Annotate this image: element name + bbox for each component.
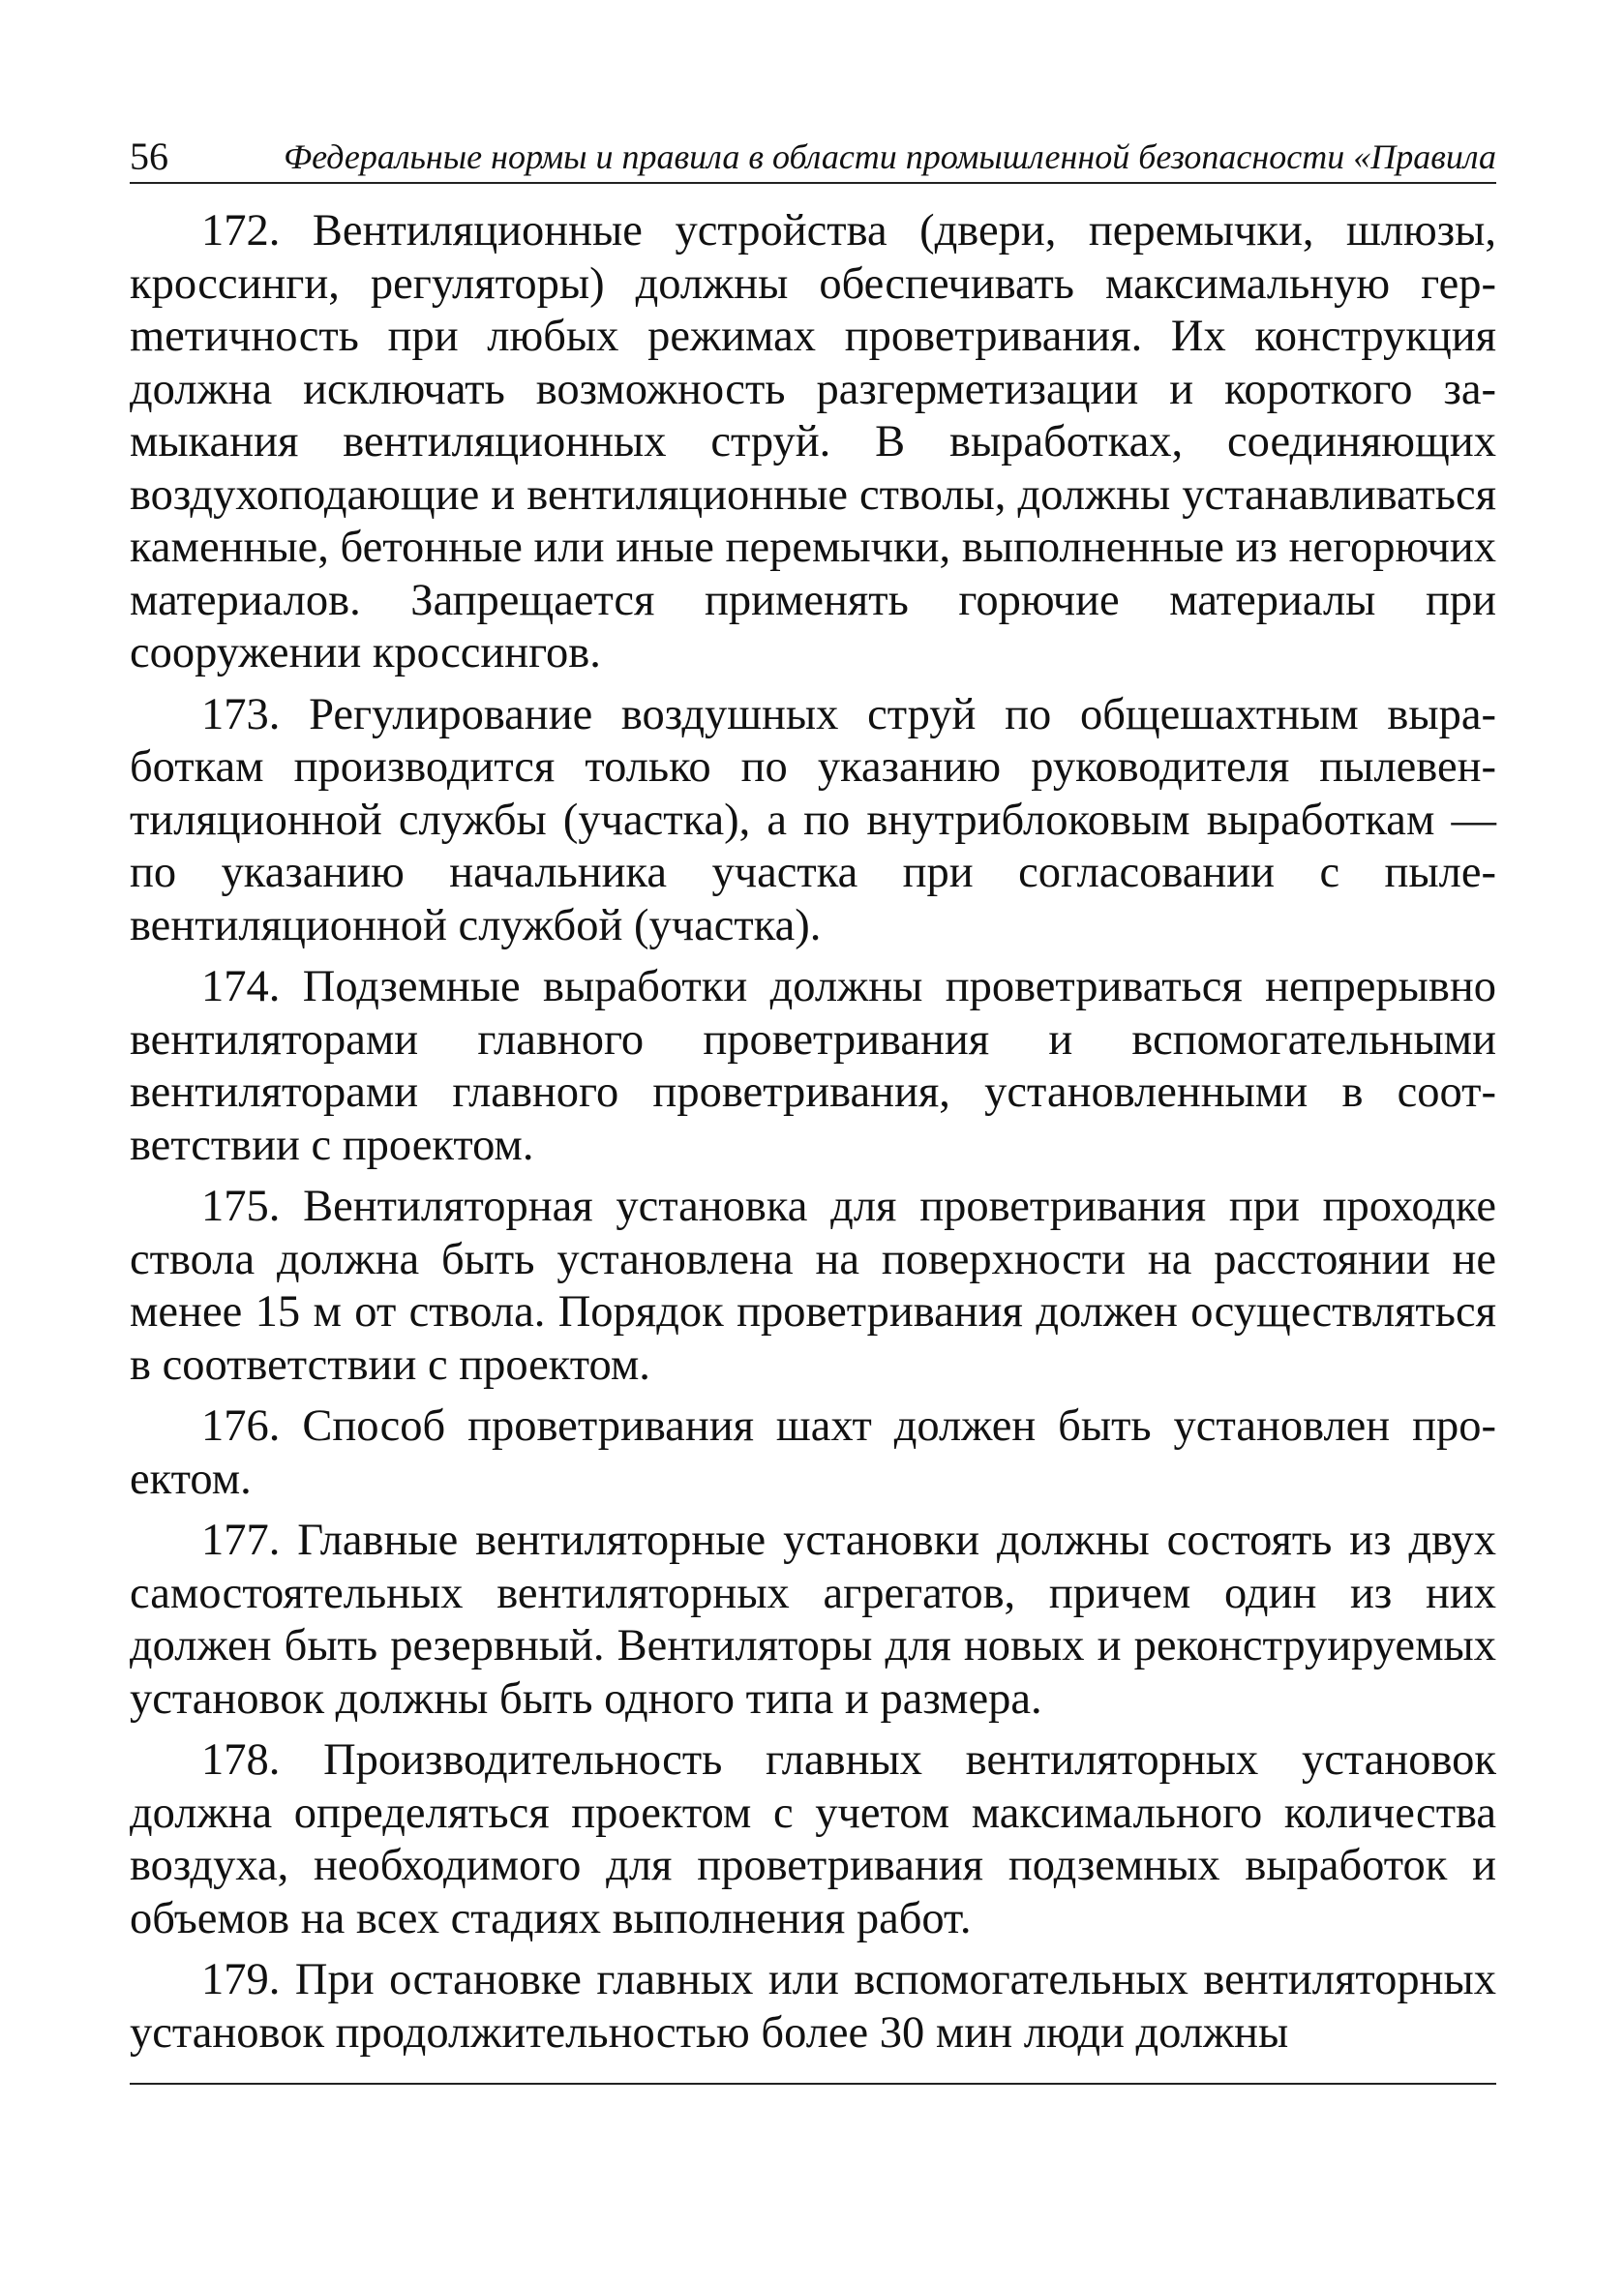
paragraph-173: 173. Регулирование воздушных струй по общешахтным выработкам производится только по указанию руководителя пылевентиляционной службы (участка), а по внутриблоковым выработкам — по указанию начальника участка при согласовании с пылевентиляционной службой (участка). (130, 689, 1496, 950)
paragraph-178: 178. Производительность главных вентиляторных установок должна определяться проектом с учетом максимального количества воздуха, необходимого для проветривания подземных выработок и объемов на всех стадиях выполнения работ. (130, 1735, 1496, 1943)
paragraph-172: 172. Вентиляционные устройства (двери, перемычки, шлюзы, кроссинги, регуляторы) должны обеспечивать максимальную герmетичность при любых режимах проветривания. Их конструкция должна исключать возможность разгерметизации и короткого замыкания вентиляционных струй. В выработках, соединяющих воздухоподающие и вентиляционные стволы, должны устанавливаться каменные, бетонные или иные перемычки, выполненные из негорючих материалов. Запрещается применять горючие материалы при сооружении кроссингов. (130, 206, 1496, 677)
paragraph-176: 176. Способ проветривания шахт должен быть установлен проектом. (130, 1401, 1496, 1504)
bottom-divider (130, 2083, 1496, 2085)
paragraph-174: 174. Подземные выработки должны проветриваться непрерывно вентиляторами главного проветривания и вспомогательными вентиляторами главного проветривания, установленными в соответствии с проектом. (130, 962, 1496, 1170)
paragraph-175: 175. Вентиляторная установка для проветривания при проходке ствола должна быть установлена на поверхности на расстоянии не менее 15 м от ствола. Порядок проветривания должен осуществляться в соответствии с проектом. (130, 1182, 1496, 1390)
running-header (130, 132, 1496, 184)
body-text (130, 205, 1496, 2068)
paragraph-177: 177. Главные вентиляторные установки должны состоять из двух самостоятельных вентиляторных агрегатов, причем один из них должен быть резервный. Вентиляторы для новых и реконструируемых установок должны быть одного типа и размера. (130, 1516, 1496, 1724)
paragraph-179: 179. При остановке главных или вспомогательных вентиляторных установок продолжительностью более 30 мин люди должны (130, 1955, 1496, 2058)
running-title: Федеральные нормы и правила в области промышленной безопасности «Правила (284, 137, 1496, 176)
page-number: 56 (130, 135, 168, 178)
